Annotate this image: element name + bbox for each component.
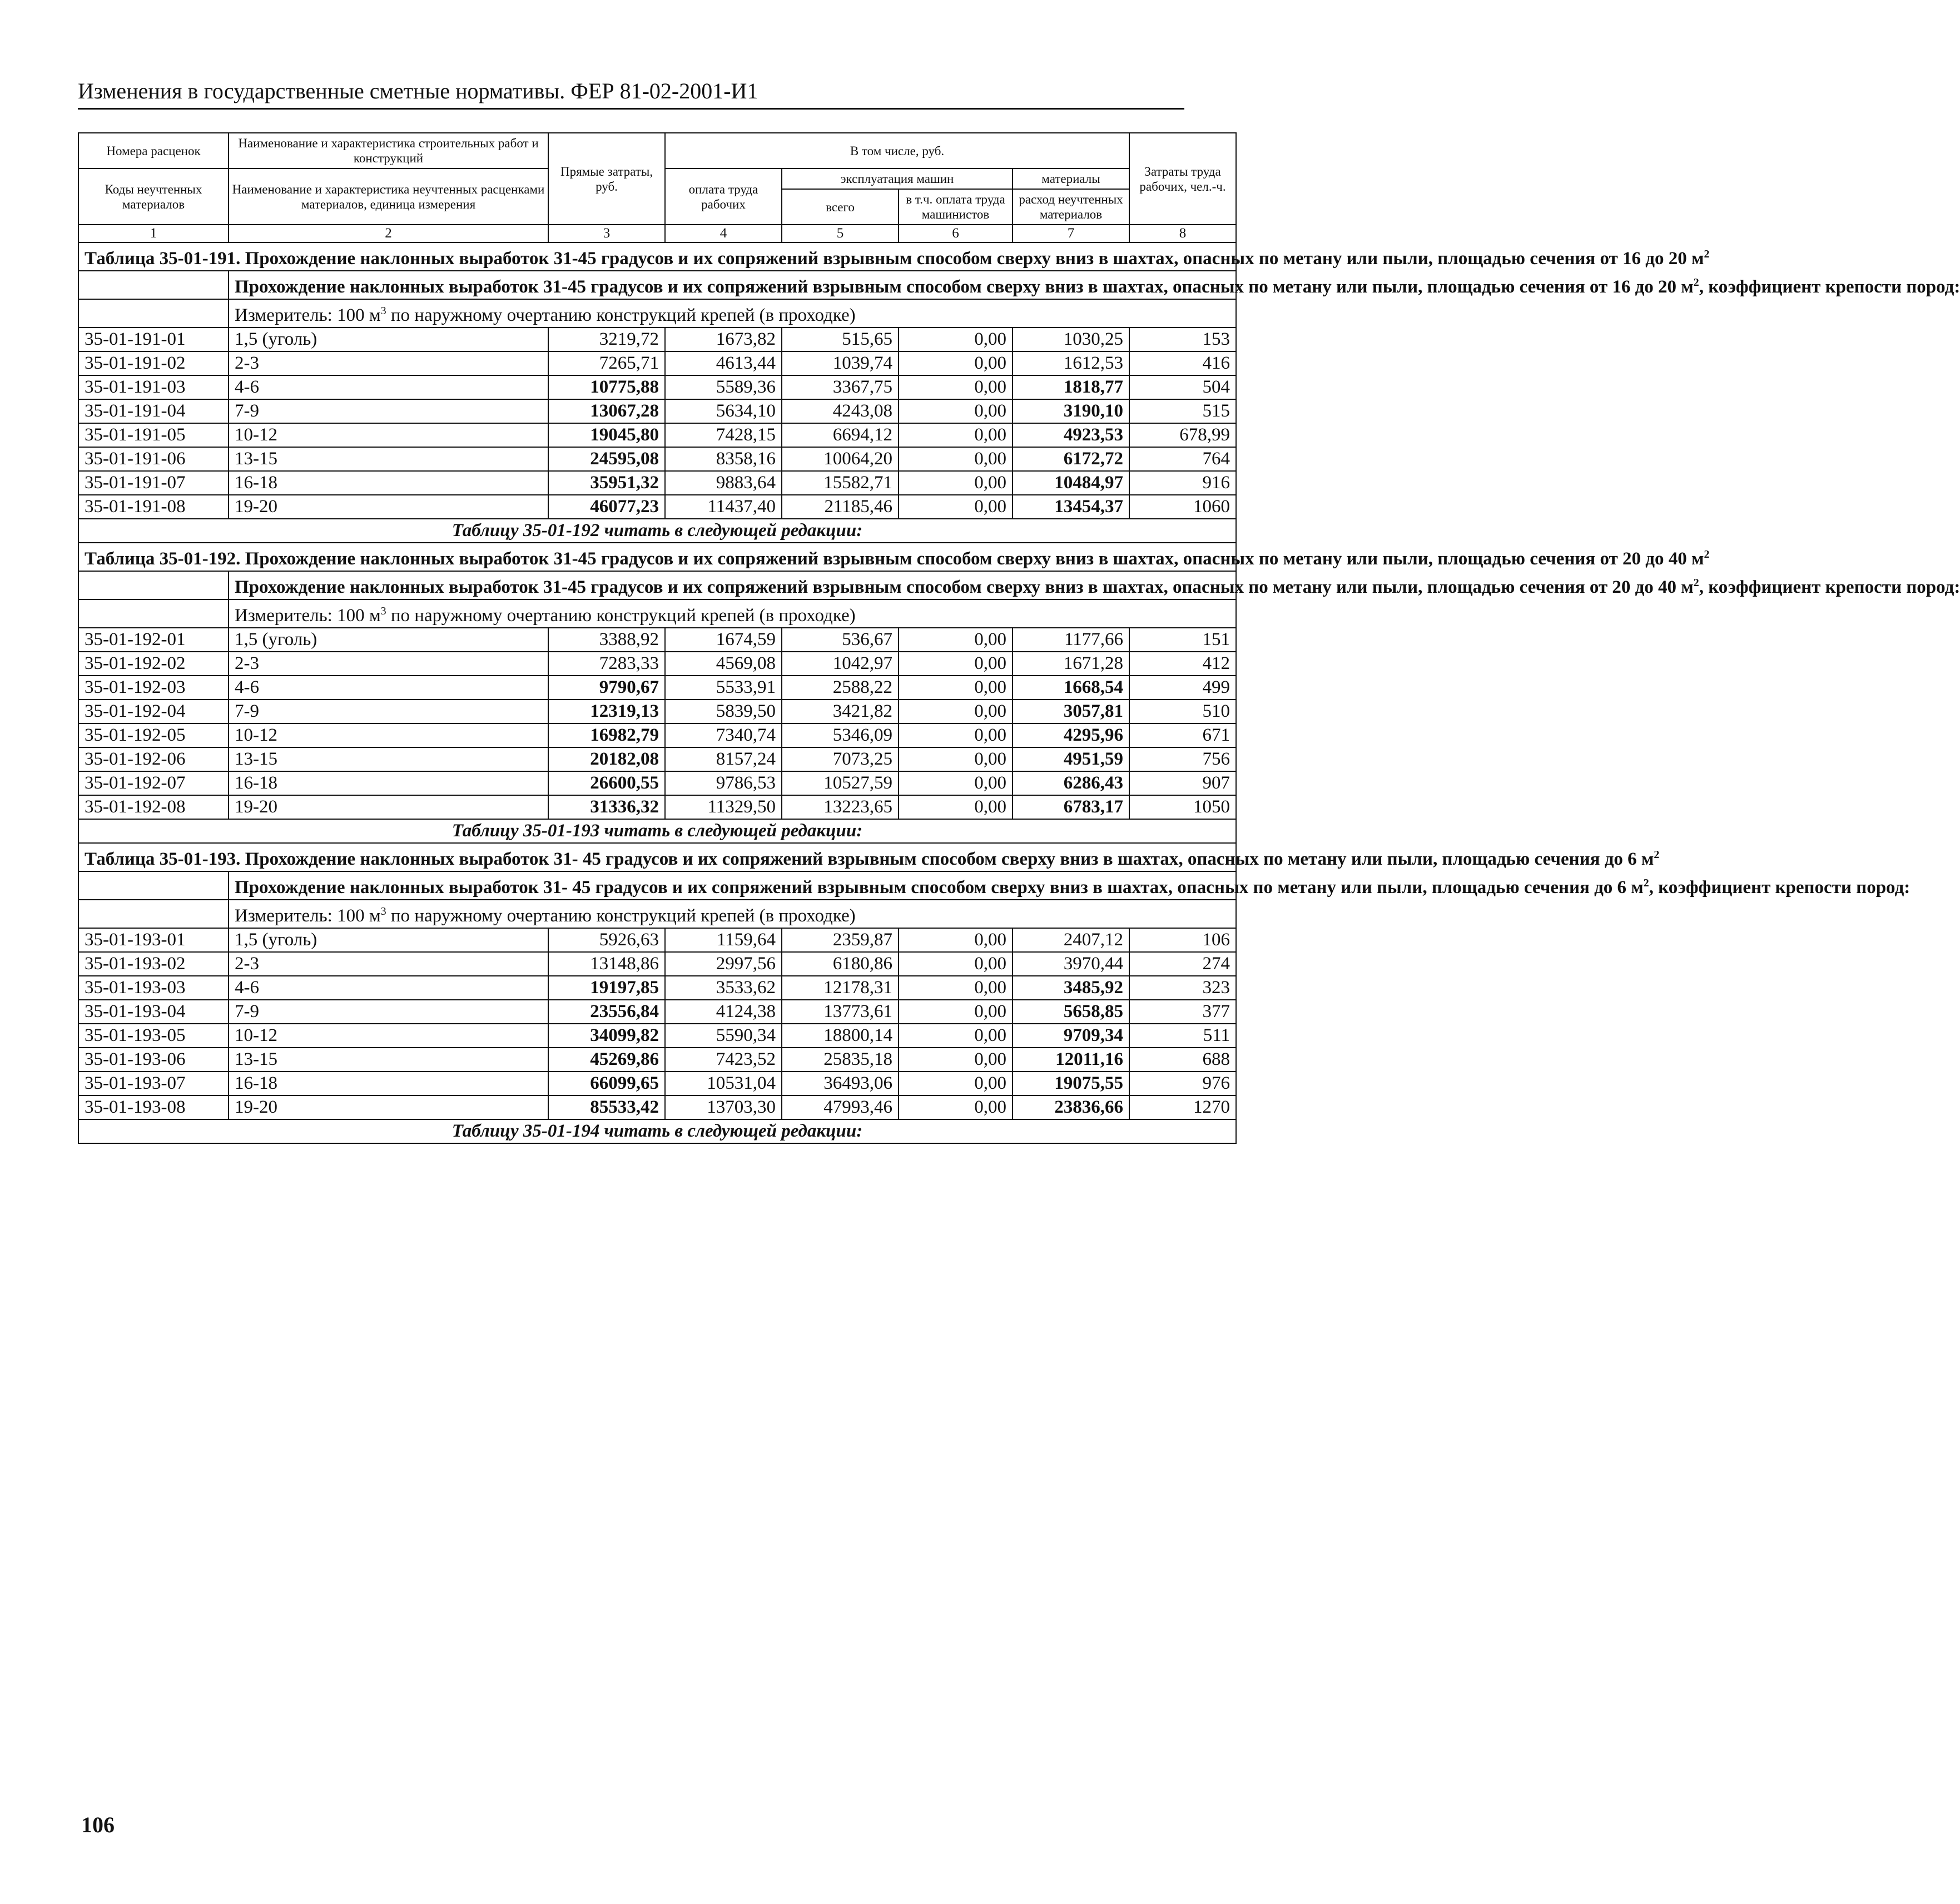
machinery-total: 6180,86 <box>782 952 899 976</box>
rate-name: 10-12 <box>229 723 548 747</box>
rate-code: 35-01-191-07 <box>78 471 229 495</box>
wages: 4613,44 <box>665 351 782 375</box>
machinery-total: 6694,12 <box>782 423 899 447</box>
machinist-wages: 0,00 <box>899 652 1013 676</box>
labor: 323 <box>1129 976 1236 1000</box>
col-work-name: Наименование и характеристика строительных работ и конструкций <box>229 133 548 168</box>
materials: 10484,97 <box>1013 471 1129 495</box>
labor: 416 <box>1129 351 1236 375</box>
wages: 11437,40 <box>665 495 782 519</box>
wages: 5839,50 <box>665 700 782 723</box>
wages: 7340,74 <box>665 723 782 747</box>
wages: 1674,59 <box>665 628 782 652</box>
rate-code: 35-01-193-08 <box>78 1095 229 1119</box>
table-label: Таблица 35-01-191. <box>85 249 241 269</box>
description-superscript: 2 <box>1643 877 1649 889</box>
wages: 5533,91 <box>665 676 782 700</box>
rates-table <box>78 132 1960 1144</box>
rate-name: 16-18 <box>229 771 548 795</box>
materials: 1818,77 <box>1013 375 1129 399</box>
column-number: 6 <box>899 225 1013 242</box>
direct-costs: 85533,42 <box>548 1095 665 1119</box>
rate-code: 35-01-191-02 <box>78 351 229 375</box>
machinist-wages: 0,00 <box>899 952 1013 976</box>
machinery-total: 3421,82 <box>782 700 899 723</box>
table-row <box>78 1000 1236 1024</box>
rate-code: 35-01-192-01 <box>78 628 229 652</box>
labor: 1270 <box>1129 1095 1236 1119</box>
rate-code: 35-01-191-05 <box>78 423 229 447</box>
materials: 1671,28 <box>1013 652 1129 676</box>
col-machinery: эксплуатация машин <box>782 168 1013 189</box>
machinist-wages: 0,00 <box>899 723 1013 747</box>
labor: 151 <box>1129 628 1236 652</box>
direct-costs: 5926,63 <box>548 928 665 952</box>
machinist-wages: 0,00 <box>899 628 1013 652</box>
direct-costs: 35951,32 <box>548 471 665 495</box>
table-label: Таблица 35-01-192. <box>85 549 241 569</box>
description-suffix: , коэффициент крепости пород: <box>1699 577 1960 597</box>
description-superscript: 2 <box>1693 276 1699 289</box>
column-number: 3 <box>548 225 665 242</box>
direct-costs: 45269,86 <box>548 1048 665 1072</box>
machinery-total: 1039,74 <box>782 351 899 375</box>
column-number: 2 <box>229 225 548 242</box>
labor: 1050 <box>1129 795 1236 819</box>
table-measure-row <box>78 299 1236 328</box>
machinist-wages: 0,00 <box>899 795 1013 819</box>
wages: 7423,52 <box>665 1048 782 1072</box>
rate-code: 35-01-192-04 <box>78 700 229 723</box>
table-row <box>78 495 1236 519</box>
table-measure <box>229 299 1236 328</box>
direct-costs: 3219,72 <box>548 328 665 351</box>
machinist-wages: 0,00 <box>899 447 1013 471</box>
measure-superscript: 3 <box>380 605 386 617</box>
rate-name: 1,5 (уголь) <box>229 628 548 652</box>
machinery-total: 1042,97 <box>782 652 899 676</box>
materials: 3970,44 <box>1013 952 1129 976</box>
description-superscript: 2 <box>1693 577 1699 589</box>
rate-name: 2-3 <box>229 351 548 375</box>
rate-name: 13-15 <box>229 747 548 771</box>
column-number: 8 <box>1129 225 1236 242</box>
materials: 1177,66 <box>1013 628 1129 652</box>
table-title <box>78 843 1660 871</box>
direct-costs: 23556,84 <box>548 1000 665 1024</box>
labor: 504 <box>1129 375 1236 399</box>
table-row <box>78 328 1236 351</box>
col-unaccounted-name: Наименование и характеристика неучтенных расценками материалов, единица измерения <box>229 168 548 225</box>
direct-costs: 19197,85 <box>548 976 665 1000</box>
wages: 5590,34 <box>665 1024 782 1048</box>
direct-costs: 7265,71 <box>548 351 665 375</box>
table-label: Таблица 35-01-193. <box>85 849 241 869</box>
rate-name: 1,5 (уголь) <box>229 328 548 351</box>
wages: 10531,04 <box>665 1072 782 1095</box>
table-title-row <box>78 843 1236 871</box>
title-superscript: 2 <box>1704 248 1710 260</box>
direct-costs: 26600,55 <box>548 771 665 795</box>
materials: 4951,59 <box>1013 747 1129 771</box>
wages: 5634,10 <box>665 399 782 423</box>
table-description-row <box>78 271 1236 299</box>
col-labor: Затраты труда рабочих, чел.-ч. <box>1129 133 1236 225</box>
labor: 1060 <box>1129 495 1236 519</box>
table-title <box>78 242 1710 271</box>
machinist-wages: 0,00 <box>899 351 1013 375</box>
table-row <box>78 1095 1236 1119</box>
materials: 2407,12 <box>1013 928 1129 952</box>
table-measure-row <box>78 599 1236 628</box>
machinist-wages: 0,00 <box>899 976 1013 1000</box>
wages: 8358,16 <box>665 447 782 471</box>
materials: 23836,66 <box>1013 1095 1129 1119</box>
rate-code: 35-01-191-06 <box>78 447 229 471</box>
rate-name: 19-20 <box>229 495 548 519</box>
machinery-total: 25835,18 <box>782 1048 899 1072</box>
rate-name: 2-3 <box>229 952 548 976</box>
table-row <box>78 723 1236 747</box>
machinist-wages: 0,00 <box>899 1072 1013 1095</box>
table-row <box>78 1024 1236 1048</box>
table-title-row <box>78 543 1236 571</box>
rate-code: 35-01-191-04 <box>78 399 229 423</box>
title-superscript: 2 <box>1704 548 1710 561</box>
materials: 13454,37 <box>1013 495 1129 519</box>
direct-costs: 20182,08 <box>548 747 665 771</box>
materials: 1030,25 <box>1013 328 1129 351</box>
table-title-text: Прохождение наклонных выработок 31- 45 градусов и их сопряжений взрывным способом сверху вниз в шахтах, опасных по метану или пыли, площадью сечения до 6 м <box>245 849 1654 869</box>
materials: 12011,16 <box>1013 1048 1129 1072</box>
wages: 4124,38 <box>665 1000 782 1024</box>
table-row <box>78 952 1236 976</box>
table-row <box>78 676 1236 700</box>
column-number: 5 <box>782 225 899 242</box>
machinist-wages: 0,00 <box>899 495 1013 519</box>
rate-code: 35-01-192-08 <box>78 795 229 819</box>
wages: 9786,53 <box>665 771 782 795</box>
table-row <box>78 447 1236 471</box>
materials: 4923,53 <box>1013 423 1129 447</box>
wages: 5589,36 <box>665 375 782 399</box>
rate-code: 35-01-192-02 <box>78 652 229 676</box>
materials: 5658,85 <box>1013 1000 1129 1024</box>
direct-costs: 12319,13 <box>548 700 665 723</box>
materials: 19075,55 <box>1013 1072 1129 1095</box>
labor: 510 <box>1129 700 1236 723</box>
labor: 976 <box>1129 1072 1236 1095</box>
direct-costs: 10775,88 <box>548 375 665 399</box>
materials: 3057,81 <box>1013 700 1129 723</box>
labor: 916 <box>1129 471 1236 495</box>
table-row <box>78 351 1236 375</box>
materials: 1612,53 <box>1013 351 1129 375</box>
direct-costs: 13067,28 <box>548 399 665 423</box>
table-row <box>78 375 1236 399</box>
direct-costs: 7283,33 <box>548 652 665 676</box>
rate-name: 7-9 <box>229 1000 548 1024</box>
table-row <box>78 1072 1236 1095</box>
col-machinery-total: всего <box>782 189 899 225</box>
column-number: 1 <box>78 225 229 242</box>
labor: 678,99 <box>1129 423 1236 447</box>
wages: 11329,50 <box>665 795 782 819</box>
machinist-wages: 0,00 <box>899 1048 1013 1072</box>
column-number: 4 <box>665 225 782 242</box>
rate-code: 35-01-193-06 <box>78 1048 229 1072</box>
rate-name: 19-20 <box>229 1095 548 1119</box>
next-table-note: Таблицу 35-01-192 читать в следующей редакции: <box>78 519 1236 543</box>
rate-name: 4-6 <box>229 676 548 700</box>
table-description <box>229 271 1960 299</box>
machinist-wages: 0,00 <box>899 771 1013 795</box>
table-title <box>78 543 1710 571</box>
machinist-wages: 0,00 <box>899 375 1013 399</box>
labor: 764 <box>1129 447 1236 471</box>
machinist-wages: 0,00 <box>899 399 1013 423</box>
labor: 153 <box>1129 328 1236 351</box>
wages: 2997,56 <box>665 952 782 976</box>
wages: 4569,08 <box>665 652 782 676</box>
machinery-total: 536,67 <box>782 628 899 652</box>
wages: 1673,82 <box>665 328 782 351</box>
col-rate-number: Номера расценок <box>78 133 229 168</box>
description-text: Прохождение наклонных выработок 31- 45 градусов и их сопряжений взрывным способом сверху вниз в шахтах, опасных по метану или пыли, площадью сечения до 6 м <box>235 877 1644 898</box>
machinery-total: 12178,31 <box>782 976 899 1000</box>
rate-name: 19-20 <box>229 795 548 819</box>
table-row <box>78 771 1236 795</box>
labor: 515 <box>1129 399 1236 423</box>
wages: 7428,15 <box>665 423 782 447</box>
materials: 9709,34 <box>1013 1024 1129 1048</box>
description-text: Прохождение наклонных выработок 31-45 градусов и их сопряжений взрывным способом сверху вниз в шахтах, опасных по метану или пыли, площадью сечения от 20 до 40 м <box>235 577 1694 597</box>
direct-costs: 46077,23 <box>548 495 665 519</box>
table-description <box>229 571 1960 599</box>
machinery-total: 36493,06 <box>782 1072 899 1095</box>
measure-text: Измеритель: 100 м <box>235 305 381 325</box>
rate-code: 35-01-191-08 <box>78 495 229 519</box>
direct-costs: 31336,32 <box>548 795 665 819</box>
measure-suffix: по наружному очертанию конструкций крепей (в проходке) <box>386 305 856 325</box>
rate-code: 35-01-192-05 <box>78 723 229 747</box>
col-machinist-wages: в т.ч. оплата труда машинистов <box>899 189 1013 225</box>
machinery-total: 10064,20 <box>782 447 899 471</box>
measure-text: Измеритель: 100 м <box>235 906 381 926</box>
table-measure <box>229 900 1236 928</box>
labor: 671 <box>1129 723 1236 747</box>
next-table-note: Таблицу 35-01-194 читать в следующей редакции: <box>78 1119 1236 1143</box>
next-table-note-row <box>78 519 1236 543</box>
col-unaccounted-codes: Коды неучтенных материалов <box>78 168 229 225</box>
rate-name: 7-9 <box>229 700 548 723</box>
machinery-total: 515,65 <box>782 328 899 351</box>
machinery-total: 3367,75 <box>782 375 899 399</box>
col-materials: материалы <box>1013 168 1129 189</box>
rate-name: 7-9 <box>229 399 548 423</box>
labor: 106 <box>1129 928 1236 952</box>
rate-code: 35-01-193-01 <box>78 928 229 952</box>
labor: 511 <box>1129 1024 1236 1048</box>
machinery-total: 13773,61 <box>782 1000 899 1024</box>
machinery-total: 10527,59 <box>782 771 899 795</box>
direct-costs: 24595,08 <box>548 447 665 471</box>
table-row <box>78 747 1236 771</box>
labor: 274 <box>1129 952 1236 976</box>
table-row <box>78 423 1236 447</box>
machinist-wages: 0,00 <box>899 747 1013 771</box>
rate-code: 35-01-193-07 <box>78 1072 229 1095</box>
rate-code: 35-01-192-06 <box>78 747 229 771</box>
direct-costs: 34099,82 <box>548 1024 665 1048</box>
machinery-total: 2588,22 <box>782 676 899 700</box>
measure-text: Измеритель: 100 м <box>235 606 381 626</box>
machinist-wages: 0,00 <box>899 1024 1013 1048</box>
rate-name: 4-6 <box>229 976 548 1000</box>
description-text: Прохождение наклонных выработок 31-45 градусов и их сопряжений взрывным способом сверху вниз в шахтах, опасных по метану или пыли, площадью сечения от 16 до 20 м <box>235 277 1694 297</box>
machinist-wages: 0,00 <box>899 471 1013 495</box>
materials: 3190,10 <box>1013 399 1129 423</box>
measure-suffix: по наружному очертанию конструкций крепей (в проходке) <box>386 606 856 626</box>
rate-code: 35-01-191-03 <box>78 375 229 399</box>
direct-costs: 9790,67 <box>548 676 665 700</box>
rate-code: 35-01-193-04 <box>78 1000 229 1024</box>
table-row <box>78 700 1236 723</box>
rate-name: 1,5 (уголь) <box>229 928 548 952</box>
machinery-total: 18800,14 <box>782 1024 899 1048</box>
labor: 499 <box>1129 676 1236 700</box>
measure-superscript: 3 <box>380 305 386 317</box>
col-including: В том числе, руб. <box>665 133 1129 168</box>
rate-name: 13-15 <box>229 447 548 471</box>
machinist-wages: 0,00 <box>899 676 1013 700</box>
table-row <box>78 628 1236 652</box>
wages: 9883,64 <box>665 471 782 495</box>
machinery-total: 7073,25 <box>782 747 899 771</box>
header-row-1 <box>78 133 1236 168</box>
title-superscript: 2 <box>1654 849 1660 861</box>
table-measure-row <box>78 900 1236 928</box>
next-table-note: Таблицу 35-01-193 читать в следующей редакции: <box>78 819 1236 843</box>
rate-code: 35-01-192-03 <box>78 676 229 700</box>
labor: 688 <box>1129 1048 1236 1072</box>
wages: 1159,64 <box>665 928 782 952</box>
rate-code: 35-01-191-01 <box>78 328 229 351</box>
table-description-row <box>78 571 1236 599</box>
col-materials-consumption: расход неучтенных материалов <box>1013 189 1129 225</box>
materials: 4295,96 <box>1013 723 1129 747</box>
machinery-total: 2359,87 <box>782 928 899 952</box>
rate-code: 35-01-193-03 <box>78 976 229 1000</box>
direct-costs: 3388,92 <box>548 628 665 652</box>
machinery-total: 4243,08 <box>782 399 899 423</box>
measure-superscript: 3 <box>380 905 386 918</box>
rate-name: 16-18 <box>229 1072 548 1095</box>
machinist-wages: 0,00 <box>899 328 1013 351</box>
machinery-total: 5346,09 <box>782 723 899 747</box>
col-wages: оплата труда рабочих <box>665 168 782 225</box>
materials: 6286,43 <box>1013 771 1129 795</box>
machinist-wages: 0,00 <box>899 1095 1013 1119</box>
next-table-note-row <box>78 819 1236 843</box>
table-title-row <box>78 242 1236 271</box>
table-title-text: Прохождение наклонных выработок 31-45 градусов и их сопряжений взрывным способом сверху вниз в шахтах, опасных по метану или пыли, площадью сечения от 20 до 40 м <box>245 549 1704 569</box>
labor: 756 <box>1129 747 1236 771</box>
table-row <box>78 928 1236 952</box>
labor: 377 <box>1129 1000 1236 1024</box>
rate-name: 13-15 <box>229 1048 548 1072</box>
description-suffix: , коэффициент крепости пород: <box>1699 277 1960 297</box>
rate-name: 2-3 <box>229 652 548 676</box>
rate-code: 35-01-193-02 <box>78 952 229 976</box>
column-numbers-row <box>78 225 1236 242</box>
materials: 1668,54 <box>1013 676 1129 700</box>
labor: 907 <box>1129 771 1236 795</box>
table-description-row <box>78 871 1236 900</box>
machinist-wages: 0,00 <box>899 423 1013 447</box>
rate-name: 4-6 <box>229 375 548 399</box>
machinist-wages: 0,00 <box>899 700 1013 723</box>
measure-suffix: по наружному очертанию конструкций крепей (в проходке) <box>386 906 856 926</box>
table-row <box>78 795 1236 819</box>
table-row <box>78 1048 1236 1072</box>
machinist-wages: 0,00 <box>899 928 1013 952</box>
table-title-text: Прохождение наклонных выработок 31-45 градусов и их сопряжений взрывным способом сверху вниз в шахтах, опасных по метану или пыли, площадью сечения от 16 до 20 м <box>245 249 1704 269</box>
rate-name: 16-18 <box>229 471 548 495</box>
table-measure <box>229 599 1236 628</box>
col-direct-costs: Прямые затраты, руб. <box>548 133 665 225</box>
machinery-total: 21185,46 <box>782 495 899 519</box>
table-row <box>78 471 1236 495</box>
materials: 6783,17 <box>1013 795 1129 819</box>
table-row <box>78 652 1236 676</box>
column-number: 7 <box>1013 225 1129 242</box>
materials: 6172,72 <box>1013 447 1129 471</box>
rate-name: 10-12 <box>229 423 548 447</box>
wages: 13703,30 <box>665 1095 782 1119</box>
machinery-total: 13223,65 <box>782 795 899 819</box>
next-table-note-row <box>78 1119 1236 1143</box>
description-suffix: , коэффициент крепости пород: <box>1649 877 1911 898</box>
machinery-total: 47993,46 <box>782 1095 899 1119</box>
direct-costs: 16982,79 <box>548 723 665 747</box>
labor: 412 <box>1129 652 1236 676</box>
direct-costs: 19045,80 <box>548 423 665 447</box>
wages: 3533,62 <box>665 976 782 1000</box>
wages: 8157,24 <box>665 747 782 771</box>
table-row <box>78 399 1236 423</box>
rate-code: 35-01-193-05 <box>78 1024 229 1048</box>
running-header: Изменения в государственные сметные нормативы. ФЕР 81-02-2001-И1 <box>78 77 1184 110</box>
table-row <box>78 976 1236 1000</box>
rate-code: 35-01-192-07 <box>78 771 229 795</box>
table-description <box>229 871 1911 900</box>
machinery-total: 15582,71 <box>782 471 899 495</box>
page-number: 106 <box>81 1812 115 1837</box>
machinist-wages: 0,00 <box>899 1000 1013 1024</box>
direct-costs: 66099,65 <box>548 1072 665 1095</box>
materials: 3485,92 <box>1013 976 1129 1000</box>
direct-costs: 13148,86 <box>548 952 665 976</box>
rate-name: 10-12 <box>229 1024 548 1048</box>
